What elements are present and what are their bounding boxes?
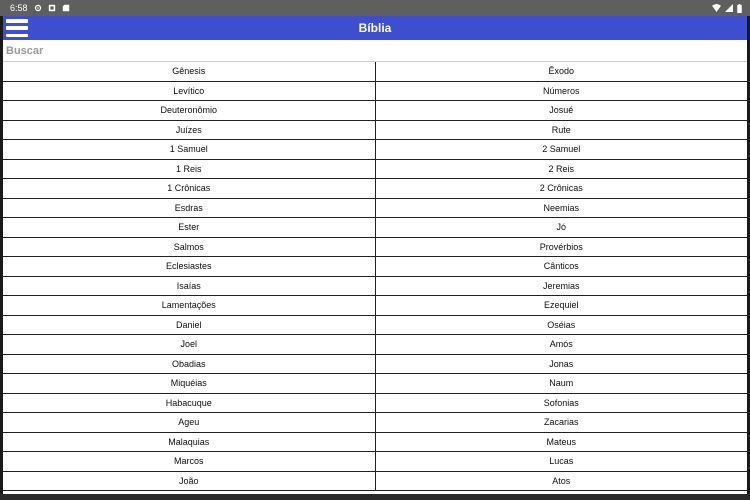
battery-icon — [737, 4, 742, 13]
book-row — [3, 140, 747, 160]
search-bar — [3, 40, 747, 62]
book-cell[interactable]: 2 Reis — [548, 163, 574, 174]
book-cell[interactable]: Naum — [549, 378, 574, 389]
book-cell[interactable]: Ezequiel — [543, 300, 579, 311]
book-cell[interactable]: 1 Reis — [3, 160, 376, 179]
book-row — [3, 82, 747, 102]
book-cell[interactable]: Provérbios — [539, 241, 583, 252]
menu-icon[interactable] — [6, 17, 28, 39]
notification-icon — [48, 4, 56, 12]
book-row — [3, 121, 747, 141]
book-row — [3, 257, 747, 277]
book-cell[interactable]: Rute — [551, 124, 571, 135]
book-cell[interactable]: Marcos — [3, 452, 376, 471]
navigation-bar — [0, 494, 750, 500]
status-left — [10, 3, 70, 13]
book-cell[interactable]: Cânticos — [543, 261, 579, 272]
book-row — [3, 296, 747, 316]
book-cell[interactable]: Jeremias — [542, 280, 580, 291]
book-cell[interactable]: Zacarias — [543, 417, 579, 428]
settings-icon — [34, 4, 42, 12]
status-bar — [0, 0, 750, 16]
book-row — [3, 413, 747, 433]
book-cell[interactable]: Habacuque — [3, 394, 376, 413]
book-cell[interactable]: Malaquias — [3, 433, 376, 452]
book-cell[interactable]: Mateus — [546, 436, 576, 447]
page-title: Bíblia — [358, 21, 392, 35]
book-cell[interactable]: Joel — [3, 335, 376, 354]
book-cell[interactable]: Daniel — [3, 316, 376, 335]
book-cell[interactable]: Gênesis — [3, 62, 376, 81]
book-cell[interactable]: Levítico — [3, 82, 376, 101]
book-cell[interactable]: Miquéias — [3, 374, 376, 393]
book-cell[interactable]: 2 Crônicas — [539, 183, 583, 194]
book-row — [3, 62, 747, 82]
book-cell[interactable]: Atos — [552, 475, 571, 486]
menu-icon-bar — [6, 34, 28, 38]
book-row — [3, 218, 747, 238]
search-input[interactable] — [3, 40, 747, 61]
book-cell[interactable]: Juízes — [3, 121, 376, 140]
book-cell[interactable]: Deuteronômio — [3, 101, 376, 120]
book-cell[interactable]: Números — [542, 85, 580, 96]
book-cell[interactable]: Josué — [549, 105, 574, 116]
book-cell[interactable]: João — [3, 472, 376, 491]
menu-icon-bar — [6, 19, 28, 23]
book-row — [3, 335, 747, 355]
book-cell[interactable]: Lucas — [549, 456, 574, 467]
book-row — [3, 394, 747, 414]
menu-icon-bar — [6, 26, 28, 30]
book-cell[interactable]: 1 Samuel — [3, 140, 376, 159]
book-row — [3, 433, 747, 453]
book-row — [3, 355, 747, 375]
book-cell[interactable]: Sofonias — [543, 397, 579, 408]
sd-card-icon — [62, 4, 70, 12]
book-row — [3, 199, 747, 219]
book-row — [3, 160, 747, 180]
status-right — [712, 4, 742, 13]
book-row — [3, 179, 747, 199]
books-grid — [3, 62, 747, 494]
book-cell[interactable]: Jonas — [549, 358, 574, 369]
book-row — [3, 472, 747, 492]
wifi-icon — [712, 4, 721, 12]
book-cell[interactable]: Esdras — [3, 199, 376, 218]
book-cell[interactable]: Amós — [549, 339, 573, 350]
book-cell[interactable]: Êxodo — [548, 66, 575, 77]
book-cell[interactable]: 2 Samuel — [542, 144, 581, 155]
book-row — [3, 238, 747, 258]
book-cell[interactable]: Ageu — [3, 413, 376, 432]
book-cell[interactable]: Obadias — [3, 355, 376, 374]
book-cell[interactable]: Salmos — [3, 238, 376, 257]
book-cell[interactable]: Neemias — [543, 202, 579, 213]
clock: 6:58 — [10, 3, 28, 13]
book-cell[interactable]: Jó — [556, 222, 566, 233]
signal-icon — [725, 4, 733, 12]
book-row — [3, 316, 747, 336]
book-cell[interactable]: 1 Crônicas — [3, 179, 376, 198]
book-row — [3, 452, 747, 472]
book-row — [3, 374, 747, 394]
book-row — [3, 101, 747, 121]
book-cell[interactable]: Lamentações — [3, 296, 376, 315]
app-bar — [3, 16, 747, 40]
book-row — [3, 277, 747, 297]
book-cell[interactable]: Ester — [3, 218, 376, 237]
book-cell[interactable]: Oséias — [547, 319, 576, 330]
book-cell[interactable]: Isaías — [3, 277, 376, 296]
book-cell[interactable]: Eclesiastes — [3, 257, 376, 276]
